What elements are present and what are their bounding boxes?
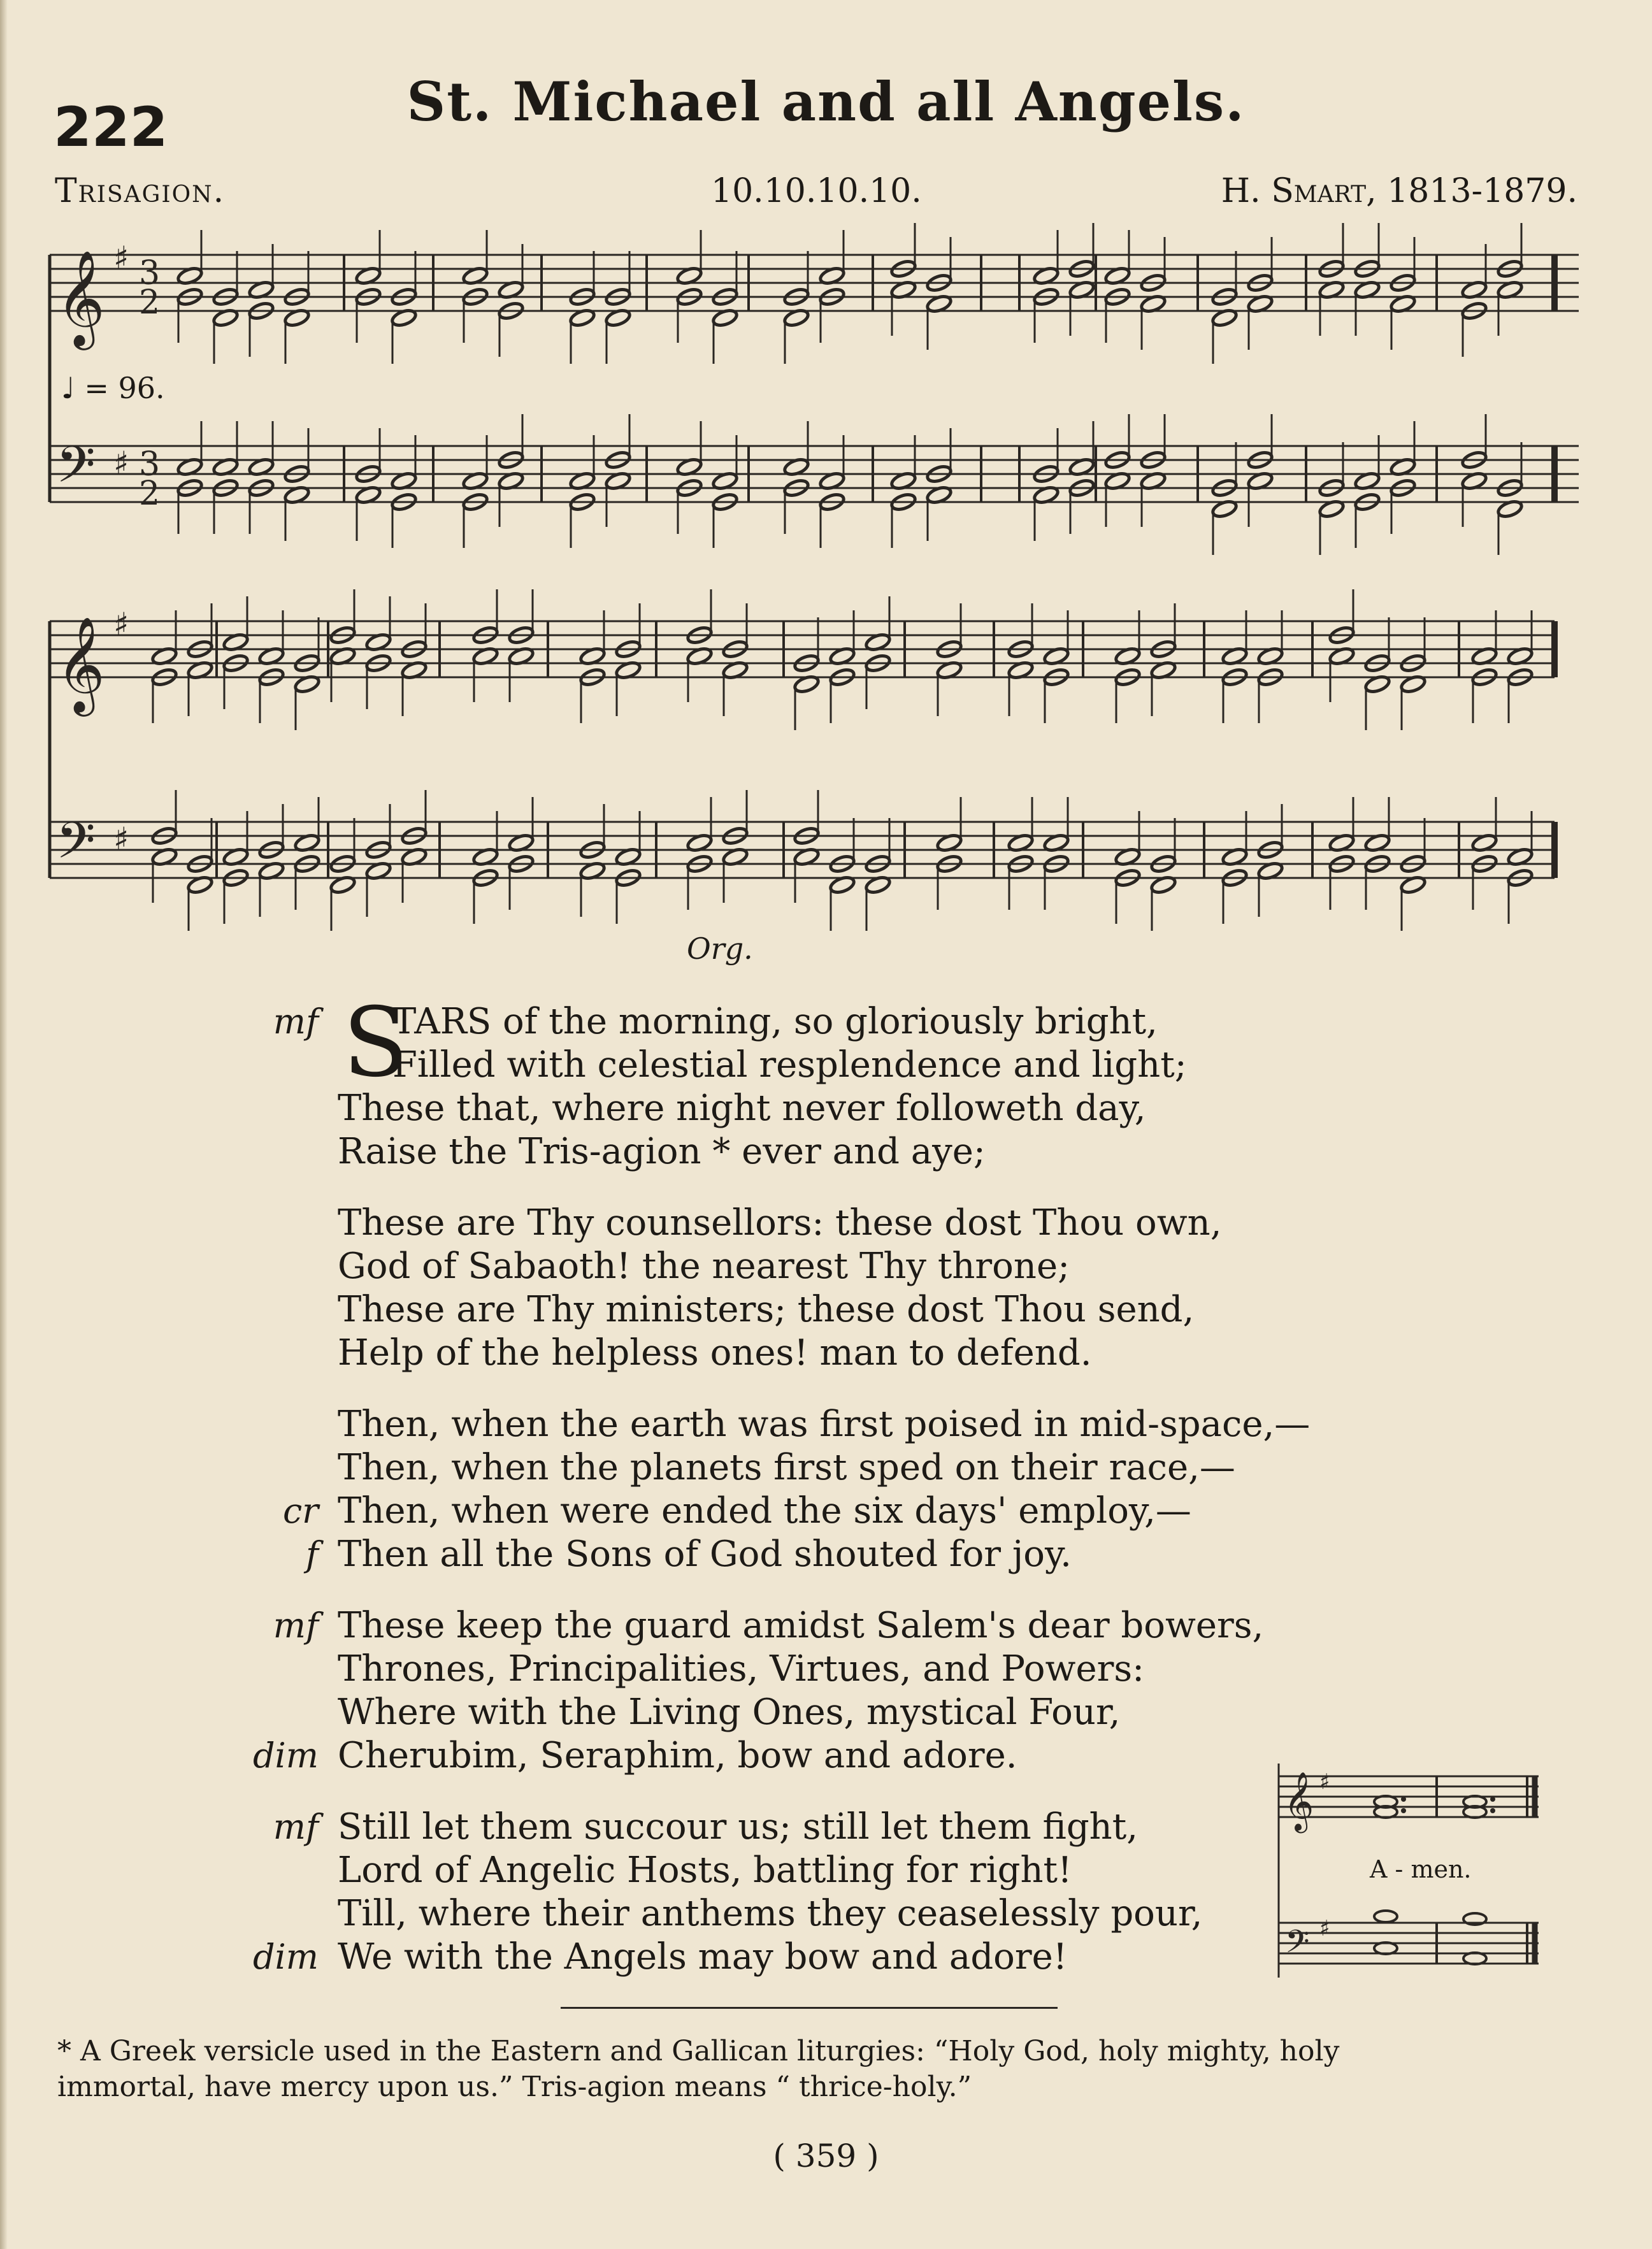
verse-line [338, 1446, 1421, 1490]
hymn-verses [252, 988, 1421, 2007]
verse-line [306, 1533, 1421, 1576]
key-signature-sharp-icon: ♯ [1319, 1916, 1330, 1941]
dynamic-marking: f [306, 1534, 319, 1574]
tempo-mark: ♩ = 96. [61, 371, 165, 405]
verse-text: We with the Angels may bow and adore! [338, 1936, 1068, 1978]
composer-dates: 1813-1879. [1387, 172, 1577, 210]
verse-text: Then, when the earth was first poised in mid-space,— [338, 1404, 1311, 1445]
bass-clef-icon: 𝄢 [1285, 1923, 1310, 1968]
amen-text: A - men. [1370, 1855, 1472, 1883]
verse-text: These are Thy counsellors: these dost Thou own, [338, 1202, 1222, 1244]
clefs [56, 240, 160, 882]
drop-cap: S [343, 988, 408, 1098]
verse-line [273, 1604, 1421, 1648]
verse-text: Help of the helpless ones! man to defend. [338, 1332, 1092, 1374]
key-signature-sharp-icon: ♯ [1319, 1769, 1330, 1795]
verse-line [338, 1403, 1421, 1446]
dynamic-marking: mf [273, 1002, 319, 1042]
barlines [50, 255, 1555, 878]
verse-text: These that, where night never followeth day, [338, 1088, 1146, 1129]
dynamic-marking: dim [252, 1735, 319, 1776]
verse-text: Cherubim, Seraphim, bow and adore. [338, 1735, 1017, 1776]
staff-lines [50, 255, 1579, 878]
verse-line [338, 1087, 1421, 1130]
verse-line [338, 1245, 1421, 1288]
svg-text:3: 3 [139, 445, 161, 484]
verse-text: TARS of the morning, so gloriously bright, [392, 1001, 1158, 1042]
svg-text:2: 2 [139, 284, 161, 322]
verse-text: These are Thy ministers; these dost Thou send, [338, 1289, 1195, 1330]
verse-line [273, 1806, 1421, 1849]
verse-line [338, 1849, 1421, 1892]
verse-line [252, 1936, 1421, 1979]
verse-text: Raise the Tris-agion * ever and aye; [338, 1131, 986, 1172]
verse [252, 1604, 1421, 1778]
organ-note: Org. [687, 931, 753, 966]
hymn-title: St. Michael and all Angels. [406, 70, 1246, 133]
tune-name: Trisagion. [55, 172, 226, 210]
verse-text: God of Sabaoth! the nearest Thy throne; [338, 1246, 1070, 1287]
footnote-line-1: * A Greek versicle used in the Eastern and Gallican liturgies: “Holy God, holy mighty, holy [57, 2035, 1340, 2067]
dynamic-marking: cr [282, 1491, 319, 1531]
svg-text:2: 2 [139, 475, 161, 513]
verse [273, 988, 1421, 1174]
dynamic-marking: mf [273, 1606, 319, 1646]
verse-text: Till, where their anthems they ceaselessly pour, [338, 1893, 1203, 1934]
treble-clef-icon: 𝄞 [56, 249, 105, 346]
verse-text: Where with the Living Ones, mystical Four, [338, 1692, 1121, 1733]
page-number: ( 359 ) [773, 2138, 879, 2174]
verse-line [338, 1648, 1421, 1691]
treble-clef-icon: 𝄞 [1284, 1771, 1314, 1830]
verse-text: Filled with celestial resplendence and light; [392, 1044, 1187, 1086]
verse [282, 1403, 1421, 1576]
verse-line [338, 1892, 1421, 1936]
verse-line [252, 1734, 1421, 1778]
bass-clef-icon: 𝄢 [56, 811, 96, 882]
verse-line [338, 1130, 1421, 1174]
svg-text:♯: ♯ [113, 445, 129, 482]
verse [338, 1202, 1421, 1375]
verse-line [338, 1691, 1421, 1734]
verse-text: Lord of Angelic Hosts, battling for right! [338, 1850, 1072, 1891]
svg-text:♯: ♯ [113, 240, 129, 277]
verse-text: Then, when were ended the six days' employ,— [338, 1490, 1191, 1532]
verse-line [282, 1490, 1421, 1533]
footnote [57, 2034, 1599, 2105]
verse-text: Then all the Sons of God shouted for joy. [338, 1534, 1072, 1575]
composer-name: H. Smart, [1221, 172, 1377, 210]
verse-line [338, 1288, 1421, 1332]
svg-text:3: 3 [139, 254, 161, 292]
divider-rule [561, 2007, 1058, 2009]
svg-text:♯: ♯ [113, 606, 129, 643]
verse-text: Thrones, Principalities, Virtues, and Powers: [338, 1648, 1144, 1690]
dynamic-marking: dim [252, 1937, 319, 1977]
verse-line [338, 1044, 1421, 1087]
verse-line [338, 1332, 1421, 1375]
metre: 10.10.10.10. [711, 172, 922, 210]
footnote-line-2: immortal, have mercy upon us.” Tris-agion means “ thrice-holy.” [57, 2071, 972, 2103]
verse [252, 1806, 1421, 1979]
bass-clef-icon: 𝄢 [56, 435, 96, 507]
notes [151, 223, 1534, 931]
verse-line [338, 1202, 1421, 1245]
dynamic-marking: mf [273, 1807, 319, 1847]
hymn-number: 222 [54, 96, 168, 159]
treble-clef-icon: 𝄞 [56, 615, 105, 712]
verse-text: These keep the guard amidst Salem's dear bowers, [338, 1605, 1264, 1646]
verse-text: Still let them succour us; still let them fight, [338, 1806, 1138, 1848]
svg-text:♯: ♯ [113, 821, 129, 858]
verse-text: Then, when the planets first sped on their race,— [338, 1447, 1235, 1488]
